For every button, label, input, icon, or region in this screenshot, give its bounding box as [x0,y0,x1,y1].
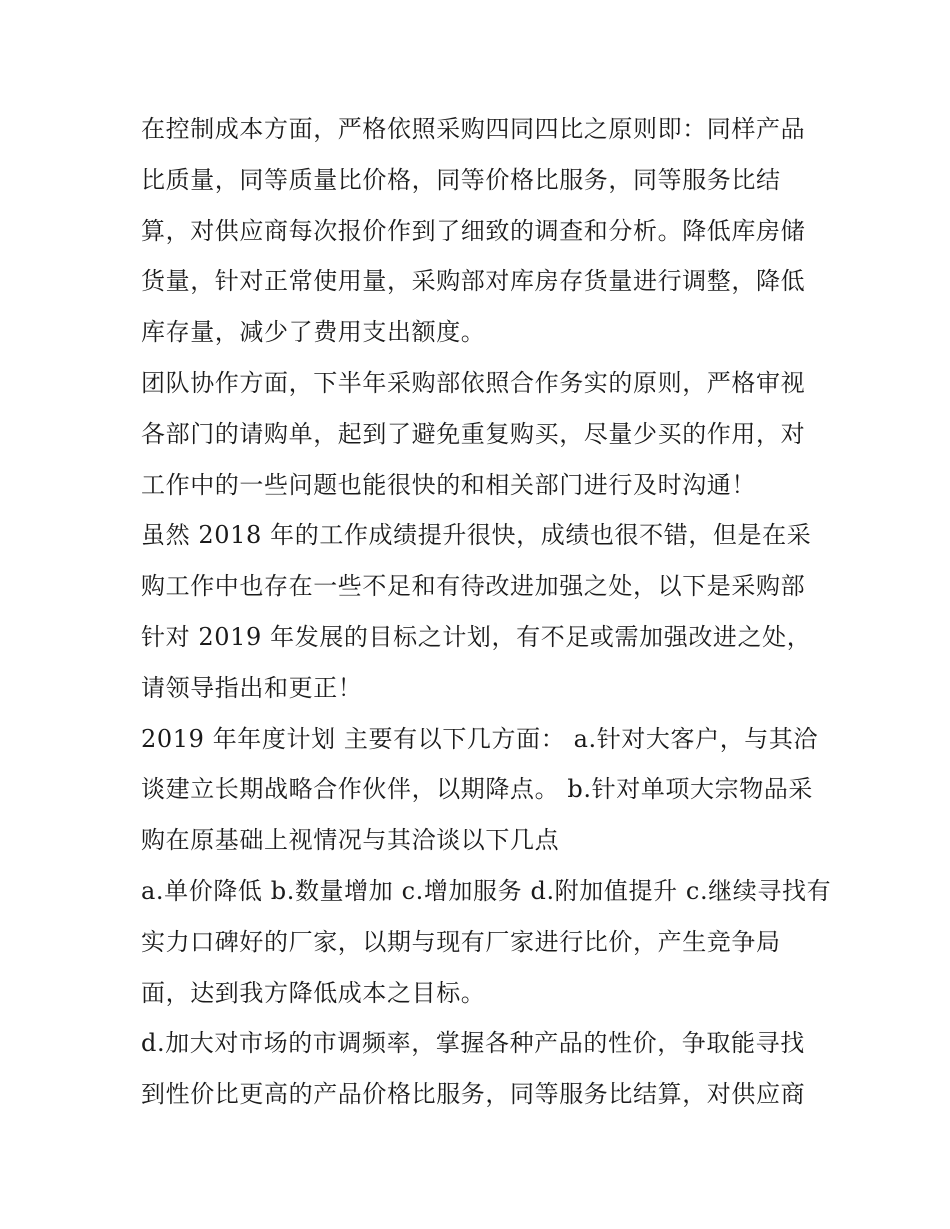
document-body [141,104,832,1120]
paragraph-teamwork [141,358,816,510]
text-line: a.单价降低 b.数量增加 c.增加服务 d.附加值提升 c.继续寻找有 [141,876,832,905]
text-line: 实力口碑好的厂家，以期与现有厂家进行比价，产生竞争局 [141,927,781,956]
paragraph-market-research [141,1018,816,1120]
paragraph-cost-control [141,104,816,358]
text-line: 购工作中也存在一些不足和有待改进加强之处，以下是采购部 [141,572,806,601]
text-line: 面，达到我方降低成本之目标。 [141,978,486,1007]
text-line: 购在原基础上视情况与其洽谈以下几点 [141,826,560,855]
text-line: d.加大对市场的市调频率，掌握各种产品的性价，争取能寻找 [141,1029,805,1058]
text-line: 团队协作方面，下半年采购部依照合作务实的原则，严格审视 [141,368,806,397]
text-line: 工作中的一些问题也能很快的和相关部门进行及时沟通！ [141,470,756,499]
text-line: 货量，针对正常使用量，采购部对库房存货量进行调整，降低 [141,267,806,296]
text-line: 算，对供应商每次报价作到了细致的调查和分析。降低库房储 [141,216,806,245]
text-line: 谈建立长期战略合作伙伴，以期降点。 b.针对单项大宗物品采 [141,775,814,804]
paragraph-negotiation-points [141,866,832,1018]
text-line: 虽然 2018 年的工作成绩提升很快，成绩也很不错，但是在采 [141,521,812,550]
paragraph-annual-plan [141,714,819,866]
text-line: 在控制成本方面，严格依照采购四同四比之原则即：同样产品 [141,115,806,143]
text-line: 针对 2019 年发展的目标之计划，有不足或需加强改进之处， [141,622,812,651]
text-line: 2019 年年度计划 主要有以下几方面： a.针对大客户，与其洽 [141,724,819,753]
text-line: 各部门的请购单，起到了避免重复购买，尽量少买的作用，对 [141,419,806,448]
paragraph-shortcomings [141,510,816,713]
text-line: 比质量，同等质量比价格，同等价格比服务，同等服务比结 [141,165,781,194]
text-line: 请领导指出和更正！ [141,673,363,702]
text-line: 库存量，减少了费用支出额度。 [141,318,486,347]
text-line: 到性价比更高的产品价格比服务，同等服务比结算，对供应商 [141,1080,806,1109]
